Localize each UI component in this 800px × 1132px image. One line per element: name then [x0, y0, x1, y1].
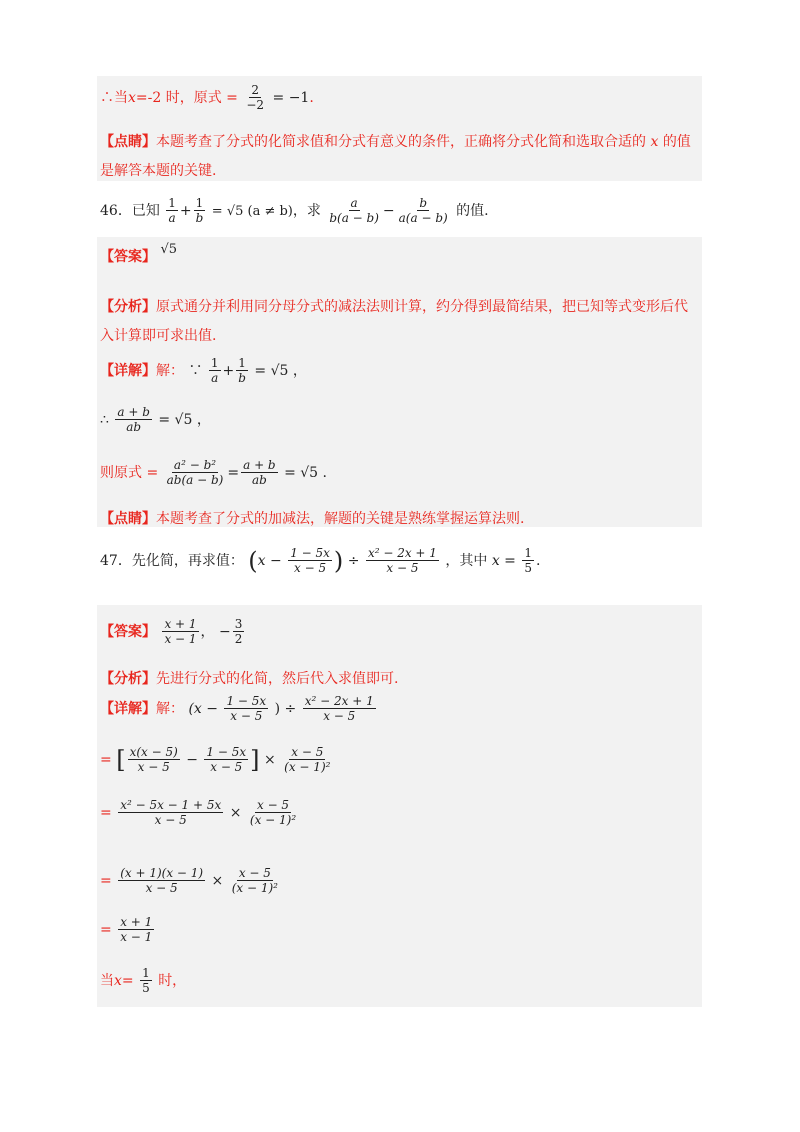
analysis-46-line-2: 入计算即可求出值.	[100, 328, 217, 344]
detail-tag: 【详解】	[100, 700, 156, 717]
remark-line-2: 是解答本题的关键.	[100, 163, 217, 179]
answer-46: 【答案】 √5	[100, 242, 178, 265]
answer-tag: 【答案】	[100, 623, 156, 640]
answer-47: 【答案】 $\frac{x + 1}{x - 1}$ ， − $\frac{3}{2}$	[100, 617, 243, 647]
analysis-tag: 【分析】	[100, 671, 156, 687]
question-46: 46．已知 $\frac{1}{a}$ + $\frac{1}{b}$ = √5 (a ≠ b)，求 $\frac{a}{b(a - b)}$ − $\frac{b}{a(a - b)}$ 的值.	[100, 196, 489, 226]
detail-47-step-3: = $\frac{\text{x² − 5x − 1 + 5x}}{x - 5}$ × $\frac{x - 5}{\text{(x − 1)²}}$	[100, 798, 297, 828]
detail-47-step-6: 当x= $\frac{1}{5}$ 时，	[100, 966, 187, 996]
detail-47-step-4: = $\frac{(x + 1)(x - 1)}{x - 5}$ × $\frac{x - 5}{\text{(x − 1)²}}$	[100, 866, 278, 896]
remark-tag: 【点睛】	[100, 511, 156, 527]
detail-46-line-3: 则原式 = $\frac{\text{a² − b²}}{ab(a - b)}$ = $\frac{a + b}{ab}$ = √5 .	[100, 458, 327, 488]
analysis-46-line-1: 【分析】原式通分并利用同分母分式的减法法则计算，约分得到最简结果，把已知等式变形后代	[100, 299, 688, 315]
question-47: 47．先化简，再求值： (x − $\frac{1 - 5x}{x - 5}$ ) ÷ $\frac{\text{x² − 2x + 1}}{x - 5}$ ，其中 x = $\frac{1}{5}$ .	[100, 546, 541, 576]
detail-46-line-1: 【详解】解： ∵ $\frac{1}{a}$ + $\frac{1}{b}$ = √5 ，	[100, 356, 307, 386]
detail-47-step-1: 【详解】解： (x − $\frac{1 - 5x}{x - 5}$ ) ÷ $\frac{\text{x² − 2x + 1}}{x - 5}$	[100, 694, 374, 724]
detail-47-step-2: = [ $\frac{x(x - 5)}{x - 5}$ − $\frac{1 - 5x}{x - 5}$ ] × $\frac{x - 5}{\text{(x − 1)²}}$	[100, 745, 331, 775]
remark-tag: 【点睛】	[100, 134, 156, 150]
analysis-tag: 【分析】	[100, 299, 156, 315]
detail-tag: 【详解】	[100, 362, 156, 379]
remark-46: 【点睛】本题考查了分式的加减法，解题的关键是熟练掌握运算法则.	[100, 511, 525, 527]
analysis-47: 【分析】先进行分式的化简，然后代入求值即可.	[100, 671, 399, 687]
answer-tag: 【答案】	[100, 249, 156, 265]
detail-47-step-5: = $\frac{x + 1}{x - 1}$	[100, 915, 153, 945]
fraction: $\frac{2}{-2}$	[246, 83, 265, 113]
remark-line-1: 【点睛】本题考查了分式的化简求值和分式有意义的条件，正确将分式化简和选取合适的 x 的值	[100, 134, 691, 150]
detail-46-line-2: ∴ $\frac{a + b}{ab}$ = √5 ，	[100, 405, 211, 435]
conclusion-line: ∴当x=-2 时，原式 = $\frac{2}{-2}$ = −1.	[100, 83, 314, 113]
